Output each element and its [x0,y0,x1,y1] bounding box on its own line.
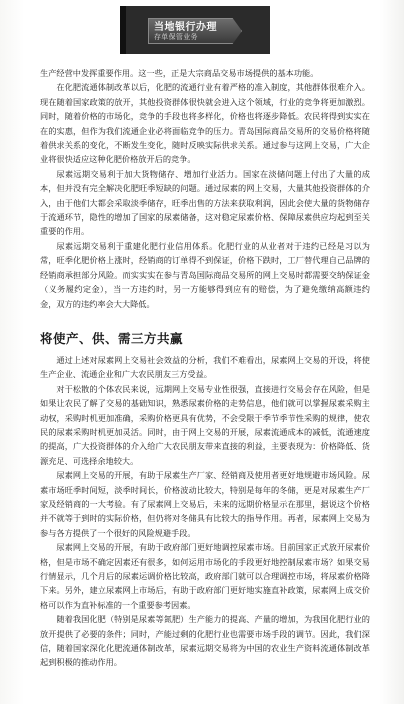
body-paragraph: 在化肥流通体制改革以后，化肥的流通行业有着严格的准入制度，其他群体很难介入。现在随着国家政策的放开，其他投资群体很快就会进入这个领域，行业的竞争将更加激烈。同时，随着价格的市场化，竞争的手段也将多样化，价格也将逐步降低。农民将得到实实在在的实惠，但作为我们流通企业必将面临竞争的压力。青岛国际商品交易所的交易价格将随着供求关系的变化，不断发生变化，随时反映实际供求关系。通过参与这网上交易，广大企业将很快适应这种化肥价格放开后的竞争。 [40,82,370,165]
header-banner [120,6,270,54]
body-paragraph: 随着我国化肥（特别是尿素等氮肥）生产能力的提高、产量的增加，为我国化肥行业的放开提供了必要的条件；同时，产能过剩的化肥行业也需要市场手段的调节。因此，我们深信，随着国家深化化肥流通体制改革，尿素远期交易将为中国的农业生产资料流通体制改革起到积极的推动作用。 [40,614,370,668]
body-paragraph: 尿素远期交易利于加大货物储存、增加行业活力。国家在淡储问题上付出了大量的成本，但并没有完全解决化肥旺季短缺的问题。通过尿素的网上交易，大量其他投资群体的介入，由于他们大都会采取淡季储存，旺季出售的方法来获取利润，因此会使大量的货物储存于流通环节，隐性的增加了国家的尿素储备，这对稳定尿素价格、保障尿素供应均起到至关重要的作用。 [40,168,370,237]
body-paragraph: 尿素网上交易的开展，有助于政府部门更好地调控尿素市场。目前国家正式放开尿素价格，但是市场不确定因素还有很多，如何运用市场化的手段更好地控制尿素市场？如果交易行情显示，几个月后的尿素运调价格比较高，政府部门就可以合理调控市场，将尿素价格降下来。另外，建立尿素网上市场后，有助于政府部门更好地实施直补政策，尿素网上成交价格可以作为直补标准的一个重要参考因素。 [40,542,370,610]
body-paragraph: 对于松散的个体农民来说，远期网上交易专业性很强，直接进行交易会存在风险，但是如果让农民了解了交易的基础知识，熟悉尿素价格的走势信息，他们就可以掌握尿素采购主动权，采购时机更加准确，采购价格更具有优势，不会受限于季节季节性采购的规律，使农民的尿素采购时机更加灵活。同时，由于网上交易的开展，尿素流通成本的减低，流通速度的提高，广大投资群体的介入给广大农民朋友带来直接的利益，主要表现为：价格降低、货源充足、可选择余地较大。 [40,383,370,466]
body-paragraph: 通过上述对尿素网上交易社会效益的分析，我们不难看出，尿素网上交易的开设，将使生产企业、流通企业和广大农民朋友三方受益。 [40,354,370,380]
body-paragraph: 尿素网上交易的开展，有助于尿素生产厂家、经销商及使用者更好地规避市场风险。尿素市场旺季时间短，淡季时间长，价格波动比较大，特别是每年的冬储，更是对尿素生产厂家及经销商的一大考验。有了尿素网上交易后，未来的远期价格显示在那里，据说这个价格并不就等于到时的实际价格，但仍将对冬储具有比较大的指导作用。再者，尿素网上交易为参与各方提供了一个很好的风险规避手段。 [40,470,370,538]
body-paragraph: 生产经营中发挥重要作用。这一些，正是大宗商品交易市场提供的基本功能。 [40,68,319,78]
section-heading: 将使产、供、需三方共赢 [40,330,184,346]
banner-subtitle: 存单保管业务 [154,33,198,41]
banner-title: 当地银行办理 [154,22,217,33]
body-paragraph: 尿素远期交易利于重建化肥行业信用体系。化肥行业的从业者对于违约已经是习以为常，旺季化肥价格上涨时，经销商的订单得不到保证，价格下跌时，工厂替代理自己品牌的经销商承担部分风险。而实实实在参与青岛国际商品交易所的网上交易时都需要交纳保证金（义务履约定金），当一方违约时，另一方能够得到应有的赔偿，为了避免缴纳高额违约金，双方的违约率会大大降低。 [40,240,370,309]
